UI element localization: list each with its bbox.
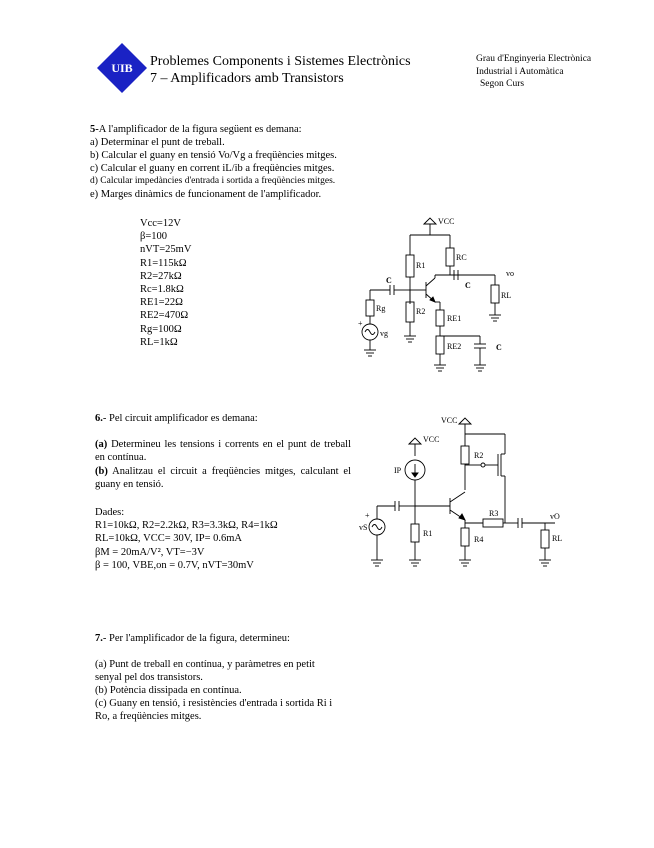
problem-5-item-d: d) Calcular impedàncies d'entrada i sortida a freqüències mitges. — [90, 176, 336, 186]
problem-5-item-c: c) Calcular el guany en corrent iL/ib a freqüències mitges. — [90, 163, 335, 174]
label-c-in: C — [386, 276, 392, 285]
problem-6-data — [95, 506, 278, 572]
header-title-line1: Problemes Components i Sistemes Electrònics — [150, 54, 411, 69]
problem-6-item-b: (b) Analitzau el circuit a freqüències mitges, calculant el guany en tensió. — [95, 466, 351, 490]
problem-7-items — [95, 658, 332, 723]
course-info-line1: Grau d'Enginyeria Electrònica — [476, 54, 592, 64]
problem-7-item-c: (c) Guany en tensió, i resistències d'entrada i sortida Ri i — [95, 698, 333, 709]
problem-7-item-b: (b) Potència dissipada en contínua. — [95, 685, 242, 696]
param-re2: RE2=470Ω — [140, 310, 189, 322]
problem-6-heading — [95, 412, 258, 425]
param-beta: β=100 — [140, 231, 168, 243]
label-vg: vg — [380, 329, 388, 338]
problem-6-item-a: (a) Determineu les tensions i corrents en el punt de treball en contínua. — [95, 439, 351, 463]
param-re1: RE1=22Ω — [140, 297, 183, 309]
course-info — [476, 53, 591, 91]
label-plus: + — [365, 511, 370, 520]
problem-7-item-a: (a) Punt de treball en contínua, y paràmetres en petit — [95, 659, 315, 670]
problem-6-circuit — [355, 410, 585, 575]
label-plus: + — [358, 319, 363, 328]
uib-logo — [96, 42, 148, 94]
header-title-line2: 7 – Amplificadors amb Transistors — [150, 71, 344, 86]
label-rc: RC — [456, 253, 467, 262]
problem-5-params — [140, 217, 191, 349]
label-r2: R2 — [474, 451, 484, 460]
problem-7-intro: - Per l'amplificador de la figura, determineu: — [102, 633, 290, 644]
header-title — [150, 53, 411, 87]
problem-5-text — [90, 123, 337, 201]
course-info-line2: Industrial i Automàtica — [476, 66, 564, 77]
problem-5-item-b: b) Calcular el guany en tensió Vo/Vg a freqüències mitges. — [90, 150, 337, 161]
label-re1: RE1 — [447, 314, 462, 323]
problem-6-data-line4: β = 100, VBE,on = 0.7V, nVT=30mV — [95, 559, 254, 571]
label-r1: R1 — [416, 261, 426, 270]
label-vo: vO — [550, 512, 560, 521]
problem-6-data-title: Dades: — [95, 507, 125, 518]
logo-text: UIB — [111, 61, 133, 75]
param-rg: Rg=100Ω — [140, 323, 182, 335]
problem-7-number: 7. — [95, 633, 103, 644]
problem-5-intro: A l'amplificador de la figura següent es demana: — [98, 124, 302, 135]
param-vcc: Vcc=12V — [140, 218, 181, 229]
param-rl: RL=1kΩ — [140, 336, 178, 348]
label-rg: Rg — [376, 304, 386, 313]
param-rc: Rc=1.8kΩ — [140, 284, 184, 296]
param-r2: R2=27kΩ — [140, 270, 182, 282]
label-c-out: C — [465, 281, 471, 290]
problem-5-item-a: a) Determinar el punt de treball. — [90, 137, 225, 148]
label-r2: R2 — [416, 307, 426, 316]
label-r4: R4 — [474, 535, 484, 544]
problem-5-circuit — [350, 210, 530, 380]
problem-6-data-line1: R1=10kΩ, R2=2.2kΩ, R3=3.3kΩ, R4=1kΩ — [95, 520, 278, 532]
label-vs: vS — [359, 523, 368, 532]
label-vcc-left: VCC — [423, 435, 440, 444]
problem-6-data-line2: RL=10kΩ, VCC= 30V, IP= 0.6mA — [95, 533, 243, 545]
param-nvt: nVT=25mV — [140, 244, 192, 256]
problem-7-item-a-cont: senyal pel dos transistors. — [95, 672, 203, 683]
problem-5-number: 5- — [90, 124, 99, 135]
problem-6-data-line3: βM = 20mA/V², VT=−3V — [95, 546, 205, 558]
label-rl: RL — [501, 291, 512, 300]
label-re2: RE2 — [447, 342, 462, 351]
param-r1: R1=115kΩ — [140, 257, 187, 269]
label-r1: R1 — [423, 529, 433, 538]
problem-5-item-e: e) Marges dinàmics de funcionament de l'amplificador. — [90, 189, 322, 200]
problem-6-number: 6. — [95, 413, 103, 424]
label-c-bypass: C — [496, 343, 502, 352]
label-r3: R3 — [489, 509, 499, 518]
label-ip: IP — [394, 466, 402, 475]
label-rl: RL — [552, 534, 563, 543]
label-vcc: VCC — [438, 217, 455, 226]
problem-7-heading — [95, 632, 290, 645]
label-vcc-top: VCC — [441, 416, 458, 425]
problem-7-item-c-cont: Ro, a freqüències mitges. — [95, 711, 202, 722]
label-vo: vo — [506, 269, 514, 278]
course-info-line3: Segon Curs — [480, 79, 525, 89]
problem-6-intro: - Pel circuit amplificador es demana: — [102, 413, 258, 424]
